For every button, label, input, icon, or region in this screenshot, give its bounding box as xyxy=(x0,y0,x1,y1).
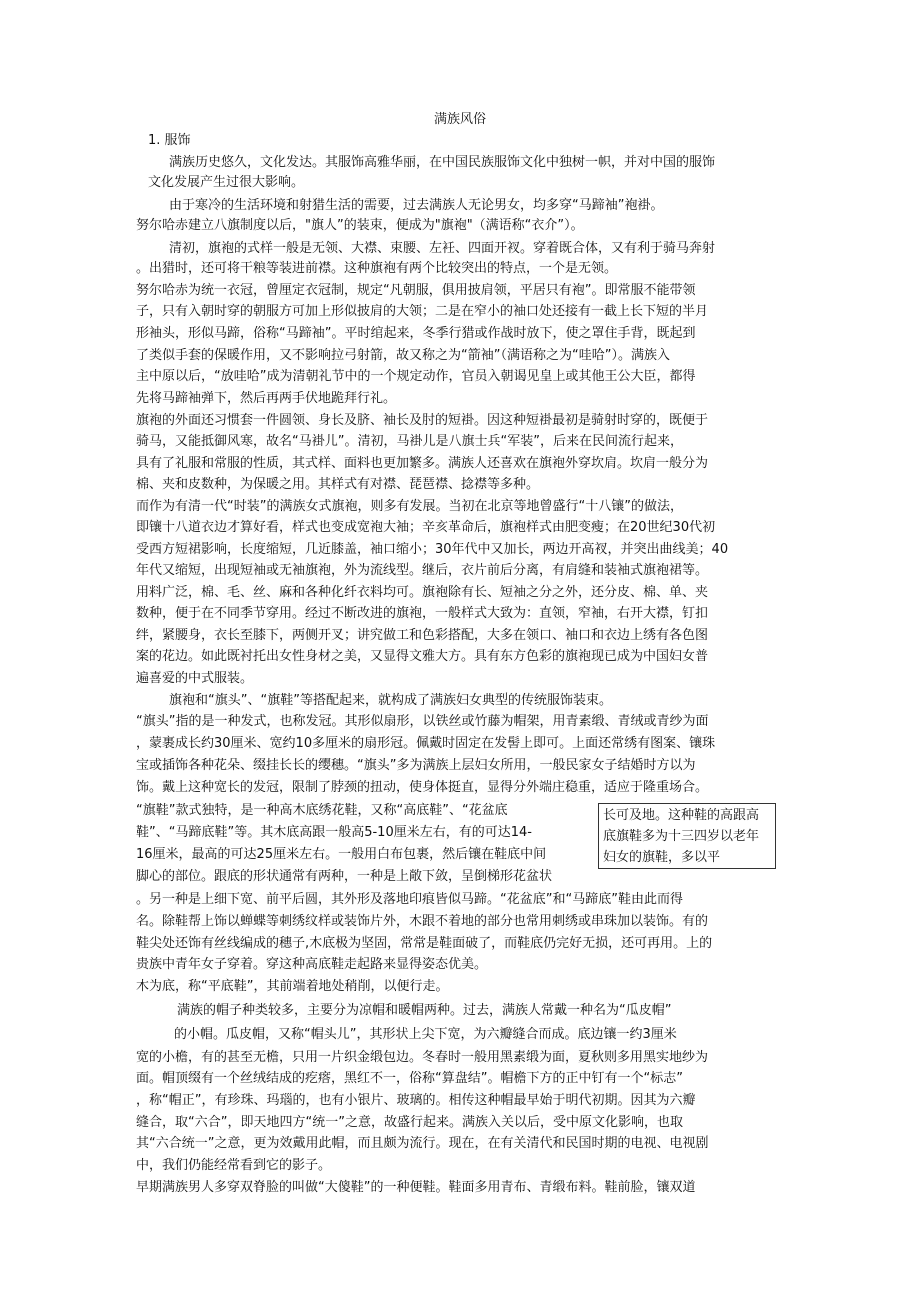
paragraph-line: 遍喜爱的中式服装。 xyxy=(136,671,254,686)
paragraph-line: 具有了礼服和常服的性质，其式样、面料也更加繁多。满族人还喜欢在旗袍外穿坎肩。坎肩一般分为 xyxy=(136,456,709,471)
text-box-line: 底旗鞋多为十三四岁以老年 xyxy=(603,829,760,844)
paragraph-line: 的小帽。瓜皮帽，又称“帽头儿”，其形状上尖下宽，为六瓣缝合而成。底边镶一约3厘米 xyxy=(174,1027,677,1042)
paragraph-line: ，蒙裹成长约30厘米、宽约10多厘米的扇形冠。佩戴时固定在发髻上即可。上面还常绣有图案、镶珠 xyxy=(136,736,716,751)
paragraph-line: 16厘米，最高的可达25厘米左右。一般用白布包裹，然后镶在鞋底中间 xyxy=(136,847,547,862)
section-heading: 1. 服饰 xyxy=(148,133,191,148)
paragraph-line: 案的花边。如此既衬托出女性身材之美，又显得文雅大方。具有东方色彩的旗袍现已成为中国妇女普 xyxy=(136,649,709,664)
paragraph-line: 木为底，称“平底鞋”，其前端着地处稍削，以便行走。 xyxy=(136,979,449,994)
paragraph-line: 文化发展产生过很大影响。 xyxy=(148,175,305,190)
paragraph-line: 宝或插饰各种花朵、缀挂长长的缨穗。“旗头”多为满族上层妇女所用，一般民家女子结婚时方以为 xyxy=(136,758,696,773)
paragraph-line: 子，只有入朝时穿的朝服方可加上形似披肩的大领；二是在窄小的袖口处还接有一截上长下短的半月 xyxy=(136,304,709,319)
text-box-line: 妇女的旗鞋，多以平 xyxy=(603,850,721,865)
paragraph-line: 饰。戴上这种宽长的发冠，限制了脖颈的扭动，使身体挺直，显得分外端庄稳重，适应于隆重场合。 xyxy=(136,780,709,795)
paragraph-line: 努尔哈赤为统一衣冠，曾厘定衣冠制，规定“凡朝服，俱用披肩领，平居只有袍”。即常服不能带领 xyxy=(136,283,696,298)
paragraph-line: 棉、夹和皮数种，为保暖之用。其样式有对襟、琵琶襟、捻襟等多种。 xyxy=(136,477,540,492)
paragraph-line: 其“六合统一”之意，更为效戴用此帽，而且颇为流行。现在，在有关清代和民国时期的电视、电视剧 xyxy=(136,1136,709,1151)
paragraph-line: 主中原以后，“放哇哈”成为清朝礼节中的一个规定动作，官员入朝谒见皇上或其他王公大臣，都得 xyxy=(136,369,696,384)
paragraph-line: 先将马蹄袖弹下，然后再两手伏地跪拜行礼。 xyxy=(136,391,397,406)
paragraph-line: 满族的帽子种类较多，主要分为凉帽和暖帽两种。过去，满族人常戴一种名为“瓜皮帽” xyxy=(177,1003,672,1018)
text-box xyxy=(598,803,776,869)
paragraph-line: 骑马，又能抵御风寒，故名“马褂儿”。清初，马褂儿是八旗士兵“军装”，后来在民间流行起来， xyxy=(136,434,683,449)
paragraph-line: 清初，旗袍的式样一般是无领、大襟、束腰、左衽、四面开衩。穿着既合体，又有利于骑马奔射 xyxy=(169,241,716,256)
paragraph-line: 用料广泛，棉、毛、丝、麻和各种化纤衣料均可。旗袍除有长、短袖之分之外，还分皮、棉、单、夹 xyxy=(136,585,709,600)
paragraph-line: 而作为有清一代“时装”的满族女式旗袍，则多有发展。当初在北京等地曾盛行“十八镶”的做法， xyxy=(136,499,683,514)
document-title: 满族风俗 xyxy=(433,112,486,127)
paragraph-line: 了类似手套的保暖作用，又不影响拉弓射箭，故又称之为“箭袖”（满语称之为“哇哈”）。满族入 xyxy=(136,348,670,363)
paragraph-line: 绊，紧腰身，衣长至膝下，两侧开叉；讲究做工和色彩搭配，大多在领口、袖口和衣边上绣有各色图 xyxy=(136,628,709,643)
paragraph-line: 旗袍和“旗头”、“旗鞋”等搭配起来，就构成了满族妇女典型的传统服饰装束。 xyxy=(169,693,612,708)
paragraph-line: ，称“帽正”，有珍珠、玛瑙的，也有小银片、玻璃的。相传这种帽最早始于明代初期。因其为六瓣 xyxy=(136,1093,696,1108)
paragraph-line: 名。除鞋帮上饰以蝉蝶等刺绣纹样或装饰片外，木跟不着地的部分也常用刺绣或串珠加以装饰。有的 xyxy=(136,914,709,929)
paragraph-line: 鞋”、“马蹄底鞋”等。其木底高跟一般高5-10厘米左右，有的可达14- xyxy=(136,825,532,840)
paragraph-line: 。出猎时，还可将干粮等装进前襟。这种旗袍有两个比较突出的特点，一个是无领。 xyxy=(136,261,618,276)
paragraph-line: 即镶十八道衣边才算好看，样式也变成宽袍大袖；辛亥革命后，旗袍样式由肥变瘦；在20世纪30代初 xyxy=(136,520,716,535)
paragraph-line: 宽的小檐，有的甚至无檐，只用一片织金缎包边。冬春时一般用黑素缎为面，夏秋则多用黑实地纱为 xyxy=(136,1050,709,1065)
paragraph-line: 鞋尖处还饰有丝线编成的穗子,木底极为坚固，常常是鞋面破了，而鞋底仍完好无损，还可再用。上的 xyxy=(136,936,713,951)
paragraph-line: “旗鞋”款式独特，是一种高木底绣花鞋，又称“高底鞋”、“花盆底 xyxy=(136,803,508,818)
paragraph-line: 贵族中青年女子穿着。穿这种高底鞋走起路来显得姿态优美。 xyxy=(136,957,488,972)
paragraph-line: 努尔哈赤建立八旗制度以后，"旗人”的装束，便成为"旗袍"（满语称“衣介”）。 xyxy=(136,218,584,233)
paragraph-line: 数种，便于在不同季节穿用。经过不断改进的旗袍，一般样式大致为：直领，窄袖，右开大襟，钉扣 xyxy=(136,606,709,621)
paragraph-line: 早期满族男人多穿双脊脸的叫做“大傻鞋”的一种便鞋。鞋面多用青布、青缎布料。鞋前脸，镶双道 xyxy=(136,1180,696,1195)
paragraph-line: “旗头”指的是一种发式，也称发冠。其形似扇形，以铁丝或竹藤为帽架，用青素缎、青绒或青纱为面 xyxy=(136,714,709,729)
paragraph-line: 年代又缩短，出现短袖或无袖旗袍，外为流线型。继后，衣片前后分离，有肩缝和装袖式旗袍裙等。 xyxy=(136,563,709,578)
paragraph-line: 满族历史悠久，文化发达。其服饰高雅华丽，在中国民族服饰文化中独树一帜，并对中国的服饰 xyxy=(169,155,716,170)
text-box-line: 长可及地。这种鞋的高跟高 xyxy=(603,808,760,823)
paragraph-line: 面。帽顶缀有一个丝绒结成的疙瘩，黑红不一，俗称“算盘结”。帽檐下方的正中钉有一个“标志” xyxy=(136,1071,683,1086)
paragraph-line: 形袖头，形似马蹄，俗称“马蹄袖”。平时绾起来，冬季行猎或作战时放下，使之罩住手背，既起到 xyxy=(136,326,696,341)
paragraph-line: 旗袍的外面还习惯套一件圆领、身长及脐、袖长及肘的短褂。因这种短褂最初是骑射时穿的，既便于 xyxy=(136,413,709,428)
paragraph-line: 缝合，取“六合”，即天地四方“统一”之意，故盛行起来。满族入关以后，受中原文化影响，也取 xyxy=(136,1115,683,1130)
paragraph-line: 脚心的部位。跟底的形状通常有两种，一种是上敞下敛，呈倒梯形花盆状 xyxy=(136,869,553,884)
paragraph-line: 受西方短裙影响，长度缩短，几近膝盖，袖口缩小；30年代中又加长，两边开高衩，并突出曲线美；40 xyxy=(136,542,729,557)
paragraph-line: 中，我们仍能经常看到它的影子。 xyxy=(136,1158,332,1173)
paragraph-line: 。另一种是上细下宽、前平后圆，其外形及落地印痕皆似马蹄。“花盆底”和“马蹄底”鞋由此而得 xyxy=(136,892,683,907)
paragraph-line: 由于寒冷的生活环境和射猎生活的需要，过去满族人无论男女，均多穿“马蹄袖”袍褂。 xyxy=(169,198,664,213)
